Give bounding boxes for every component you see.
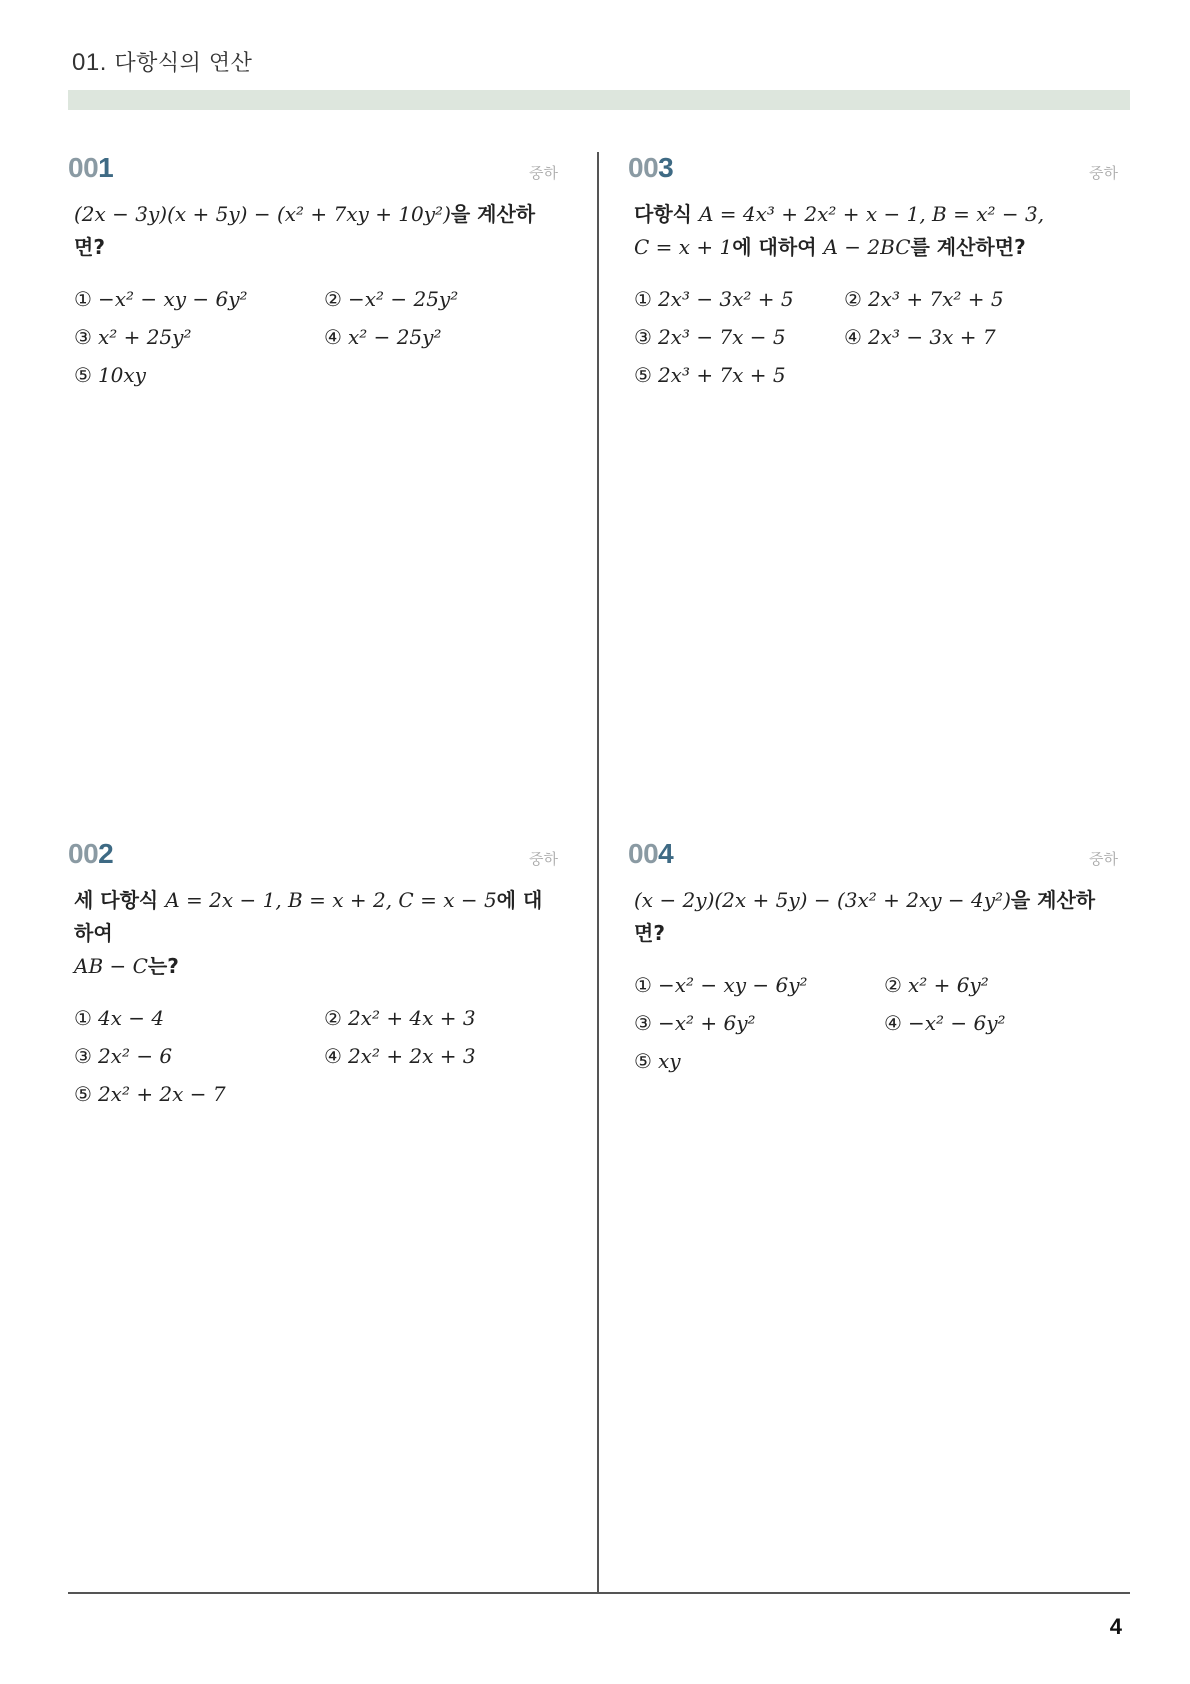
problem-stem: (2x − 3y)(x + 5y) − (x² + 7xy + 10y²)을 계산하면? — [74, 202, 536, 259]
header-bar — [68, 90, 1130, 110]
problem-number: 002 — [68, 838, 114, 869]
choice-1[interactable]: ① −x² − xy − 6y² — [74, 287, 248, 311]
choice-4[interactable]: ④ x² − 25y² — [324, 325, 442, 349]
problem-number: 003 — [628, 152, 674, 183]
chapter-title: 다항식의 연산 — [114, 51, 253, 76]
answer-choices — [68, 1003, 558, 1110]
difficulty-label: 중하 — [1089, 164, 1118, 182]
problem-004 — [628, 838, 1118, 1077]
problem-number: 001 — [68, 152, 114, 183]
choice-2[interactable]: ② x² + 6y² — [884, 973, 989, 997]
choice-2[interactable]: ② 2x³ + 7x² + 5 — [844, 287, 1004, 311]
problem-001 — [68, 152, 558, 391]
choice-5[interactable]: ⑤ 2x² + 2x − 7 — [74, 1082, 226, 1106]
choice-5[interactable]: ⑤ 10xy — [74, 363, 146, 387]
choice-3[interactable]: ③ x² + 25y² — [74, 325, 192, 349]
column-divider — [597, 152, 599, 1592]
difficulty-label: 중하 — [1089, 850, 1118, 868]
problem-number: 004 — [628, 838, 674, 869]
chapter-heading — [72, 46, 252, 77]
choice-4[interactable]: ④ 2x³ − 3x + 7 — [844, 325, 996, 349]
problem-stem: (x − 2y)(2x + 5y) − (3x² + 2xy − 4y²)을 계산하면? — [634, 888, 1096, 945]
problem-003 — [628, 152, 1118, 391]
choice-5[interactable]: ⑤ 2x³ + 7x + 5 — [634, 363, 786, 387]
answer-choices — [628, 970, 1118, 1077]
choice-1[interactable]: ① −x² − xy − 6y² — [634, 973, 808, 997]
choice-1[interactable]: ① 2x³ − 3x² + 5 — [634, 287, 794, 311]
choice-3[interactable]: ③ 2x³ − 7x − 5 — [634, 325, 786, 349]
chapter-number: 01. — [72, 49, 107, 76]
choice-1[interactable]: ① 4x − 4 — [74, 1006, 165, 1030]
footer-rule — [68, 1592, 1130, 1594]
choice-2[interactable]: ② 2x² + 4x + 3 — [324, 1006, 476, 1030]
choice-3[interactable]: ③ 2x² − 6 — [74, 1044, 173, 1068]
choice-4[interactable]: ④ 2x² + 2x + 3 — [324, 1044, 476, 1068]
problem-stem: 다항식 A = 4x³ + 2x² + x − 1, B = x² − 3, C = x + 1에 대하여 A − 2BC를 계산하면? — [634, 202, 1045, 259]
difficulty-label: 중하 — [529, 164, 558, 182]
difficulty-label: 중하 — [529, 850, 558, 868]
problem-002 — [68, 838, 558, 1110]
choice-4[interactable]: ④ −x² − 6y² — [884, 1011, 1006, 1035]
page-number: 4 — [1109, 1614, 1122, 1639]
choice-5[interactable]: ⑤ xy — [634, 1049, 681, 1073]
answer-choices — [68, 284, 558, 391]
answer-choices — [628, 284, 1118, 391]
problem-stem: 세 다항식 A = 2x − 1, B = x + 2, C = x − 5에 대하여 AB − C는? — [74, 888, 543, 978]
choice-3[interactable]: ③ −x² + 6y² — [634, 1011, 756, 1035]
choice-2[interactable]: ② −x² − 25y² — [324, 287, 459, 311]
